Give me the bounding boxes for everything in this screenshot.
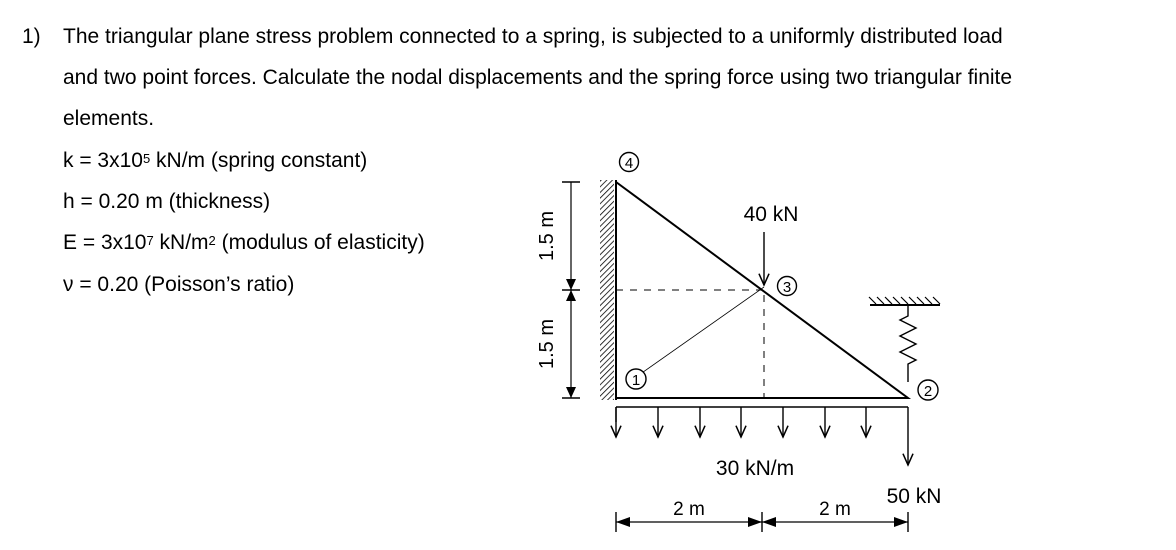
dim-h-right: 2 m (819, 499, 851, 520)
param-spring-constant: $k = 3x10^5$ kN/m (spring constant) (63, 149, 368, 172)
load-40kn-label: 40 kN (743, 203, 799, 226)
load-50kn-label: 50 kN (886, 485, 942, 508)
param-modulus: $E = 3x10^7$ $kN/m^2$ (modulus of elasticity) (63, 231, 425, 254)
node-2 (918, 380, 938, 400)
svg-text:4: 4 (624, 155, 634, 172)
svg-text:1: 1 (631, 372, 641, 389)
dim-v-top: 1.5 m (536, 210, 558, 262)
vertical-dimension (562, 182, 580, 398)
svg-text:2: 2 (923, 383, 933, 400)
node-3 (778, 277, 797, 297)
distributed-load (616, 407, 908, 437)
element-divider (629, 287, 764, 382)
problem-line-3: elements. (63, 107, 155, 130)
param-thickness: h = 0.20 m (thickness) (63, 190, 271, 213)
fixed-wall-support (600, 180, 614, 400)
node-4 (620, 153, 639, 173)
problem-line-2: and two point forces. Calculate the nodal displacements and the spring force using two triangular finite (63, 66, 1013, 89)
horizontal-dimension (616, 512, 908, 532)
node-1 (626, 369, 646, 389)
spring (869, 297, 940, 382)
problem-number: 1) (22, 25, 41, 48)
problem-line-1: The triangular plane stress problem connected to a spring, is subjected to a uniformly distributed load (63, 25, 1003, 48)
udl-label: 30 kN/m (715, 457, 795, 480)
dim-h-left: 2 m (673, 499, 705, 520)
param-poisson-ratio: ν = 0.20 (Poisson’s ratio) (63, 273, 295, 296)
dim-v-bottom: 1.5 m (536, 318, 558, 370)
svg-text:3: 3 (782, 279, 792, 296)
